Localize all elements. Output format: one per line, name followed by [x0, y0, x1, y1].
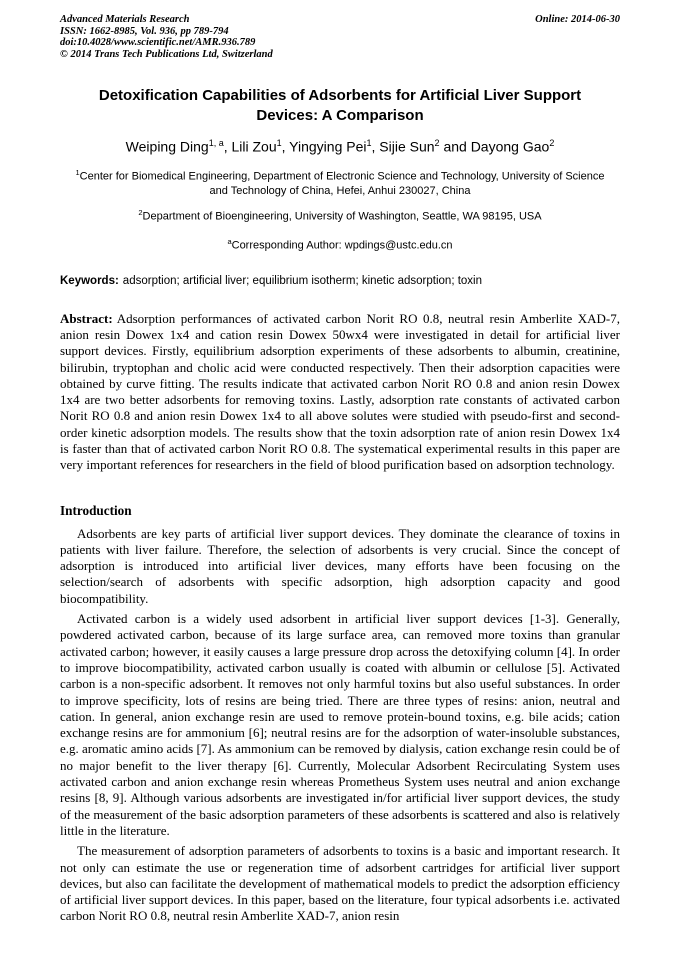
corresponding-mark: a	[227, 236, 232, 246]
issn-line: ISSN: 1662-8985, Vol. 936, pp 789-794	[60, 25, 229, 37]
affiliation-mark: 2	[138, 208, 143, 218]
paper-title	[60, 86, 620, 126]
copyright-line: © 2014 Trans Tech Publications Ltd, Switzerland	[60, 48, 273, 60]
affiliation-1	[74, 165, 606, 200]
abstract-label: Abstract:	[60, 310, 113, 326]
affiliation-mark: 1	[75, 167, 80, 177]
affiliation-text: Department of Bioengineering, University of Washington, Seattle, WA 98195, USA	[142, 210, 542, 223]
affiliation-2	[74, 205, 606, 225]
intro-paragraph-1: Adsorbents are key parts of artificial liver support devices. They dominate the clearance of toxins in patients with liver failure. Therefore, the selection of adsorbents is very crucial. Since the concept of adsorption is introduced into artificial liver devices, many efforts have been focusing on the selection/search of adsorbents with specific adsorption, high adsorption capacity and good biocompatibility.	[60, 525, 620, 606]
keywords-label: Keywords:	[60, 274, 119, 287]
author-affiliation-mark: 2	[434, 138, 440, 148]
corresponding-author-line	[74, 234, 606, 254]
paper-title-line-2: Devices: A Comparison	[256, 107, 424, 124]
affiliation-text: Center for Biomedical Engineering, Department of Electronic Science and Technology, University of Science and Technology of China, Hefei, Anhui 230027, China	[79, 170, 605, 198]
keywords-line	[60, 274, 620, 289]
author-name: , Yingying Pei	[281, 138, 367, 155]
author-name: , Sijie Sun	[371, 138, 435, 155]
author-affiliation-mark: 1, a	[208, 138, 224, 148]
author-affiliation-mark: 2	[549, 138, 555, 148]
intro-paragraph-2: Activated carbon is a widely used adsorbent in artificial liver support devices [1-3]. Generally, powdered activated carbon, because of its large surface area, can removed more toxins than granular activated carbon; however, it easily causes a large pressure drop across the detoxifying column [4]. In order to improve biocompatibility, activated carbon usually is coated with albumin or cellulose [5]. Activated carbon is a non-specific adsorbent. It removes not only harmful toxins but also useful substances. In order to improve specificity, lots of resins are being tried. There are three types of resins: anion, neutral and cation. In general, anion exchange resin are used to remove protein-bound toxins, e.g. bile acids; cation exchange resins are for ammonium [6]; neutral resins are for the adsorption of water-insoluble substances, e.g. aromatic amino acids [7]. As ammonium can be removed by dialysis, cation exchange resin could be of no major benefit to the liver therapy [6]. Currently, Molecular Adsorbent Recirculating System uses activated carbon and anion exchange resin whereas Prometheus System uses neutral and anion exchange resins [8, 9]. Although various adsorbents are investigated in/for artificial liver support devices, the study of the measurement of the basic adsorption parameters of these adsorbents is scattered and also is relatively little in the literature.	[60, 611, 620, 838]
section-heading-introduction: Introduction	[60, 502, 132, 518]
doi-line: doi:10.4028/www.scientific.net/AMR.936.789	[60, 37, 256, 48]
journal-header	[60, 14, 620, 60]
online-date: Online: 2014-06-30	[535, 14, 620, 25]
author-affiliation-mark: 1	[276, 138, 282, 148]
author-name: and Dayong Gao	[439, 138, 550, 155]
keywords-text: adsorption; artificial liver; equilibrium isotherm; kinetic adsorption; toxin	[122, 274, 483, 287]
abstract-text: Adsorption performances of activated carbon Norit RO 0.8, neutral resin Amberlite XAD-7, anion resin Dowex 1x4 and cation resin Dowex 50wx4 were investigated in detail for artificial liver support devices. Firstly, equilibrium adsorption experiments of these adsorbents to albumin, creatinine, bilirubin, tryptophan and cholic acid were conducted respectively. Then their adsorption capacities were obtained by curve fitting. The results indicate that activated carbon Norit RO 0.8 and anion resin Dowex 1x4 are two better adsorbents for removing toxins. Lastly, adsorption rate constants of activated carbon Norit RO 0.8 and anion resin Dowex 1x4 to all above solutes were studied with pseudo-first and second-order kinetic adsorption models. The results show that the toxin adsorption rate of anion resin Dowex 1x4 is faster than that of activated carbon Norit RO 0.8. The systematical experimental results in this paper are very important references for researchers in the field of blood purification based on adsorption technology.	[60, 310, 620, 473]
authors-line	[60, 135, 620, 156]
intro-paragraph-3: The measurement of adsorption parameters of adsorbents to toxins is a basic and important research. It not only can estimate the use or regeneration time of adsorbent cartridges for artificial liver support devices, but also can facilitate the development of mathematical models to predict the adsorption efficiency of artificial liver support devices. In this paper, based on the literature, four typical adsorbents i.e. activated carbon Norit RO 0.8, neutral resin Amberlite XAD-7, anion resin	[60, 843, 620, 924]
corresponding-email-text: Corresponding Author: wpdings@ustc.edu.cn	[231, 239, 453, 252]
journal-name: Advanced Materials Research	[60, 14, 190, 25]
paper-title-line-1: Detoxification Capabilities of Adsorbents for Artificial Liver Support	[98, 87, 582, 104]
author-name: Weiping Ding	[125, 138, 209, 155]
author-name: , Lili Zou	[223, 138, 277, 155]
abstract-paragraph	[60, 311, 620, 474]
author-affiliation-mark: 1	[366, 138, 372, 148]
